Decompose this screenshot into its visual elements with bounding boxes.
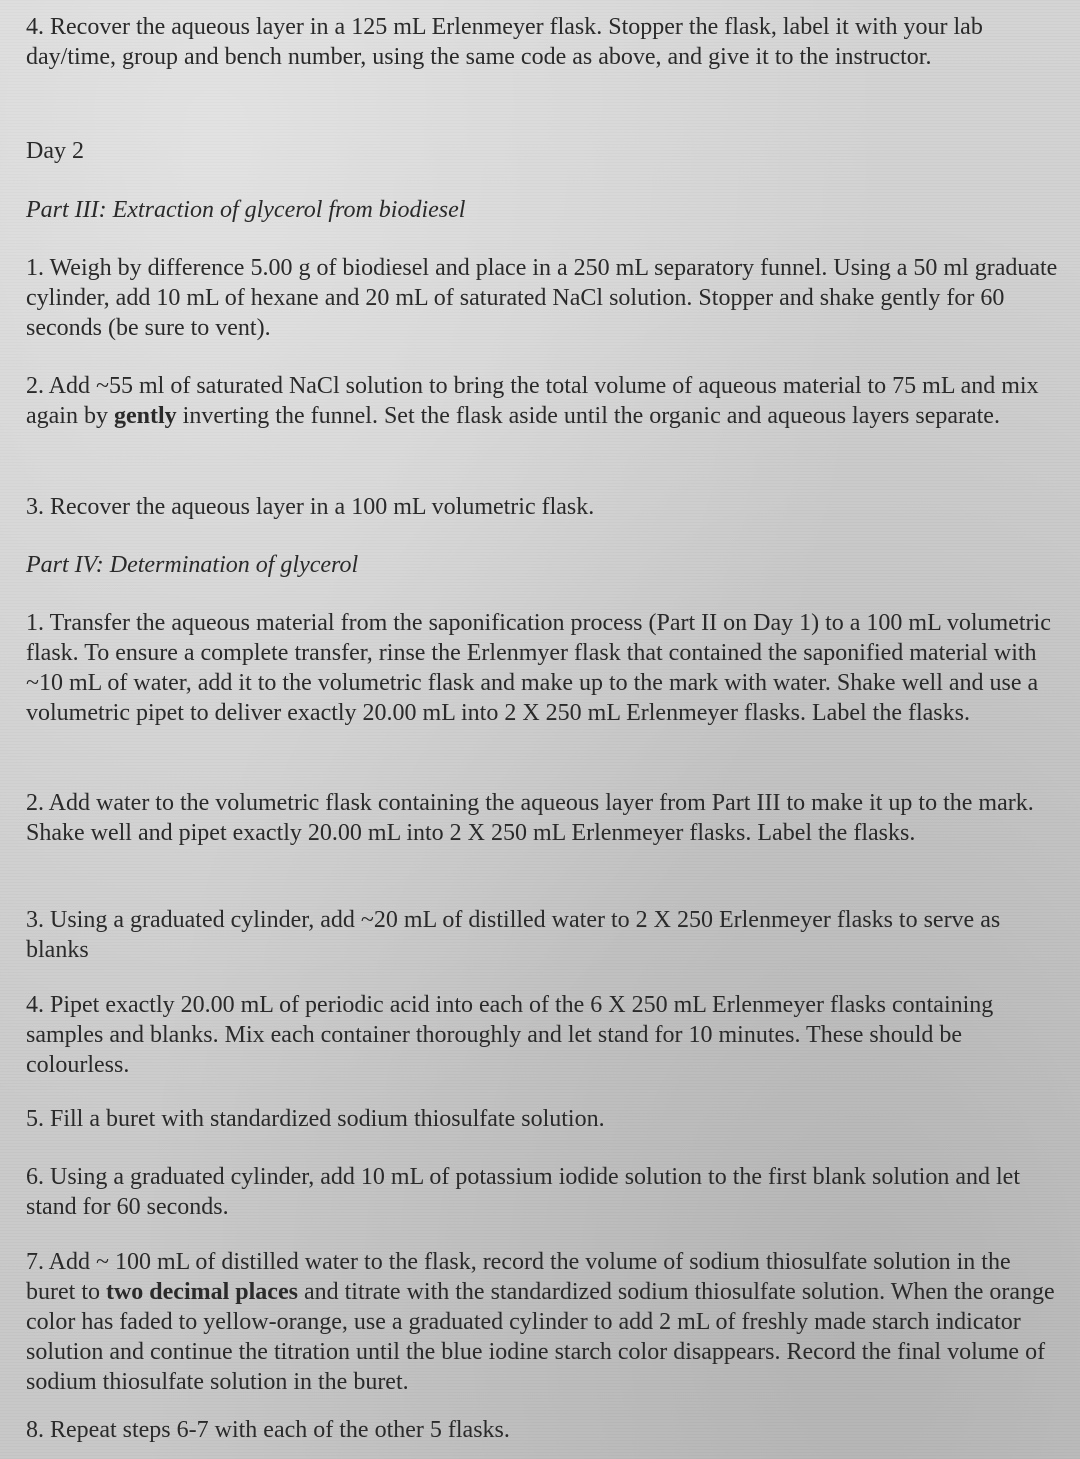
part-iii-step-3: [26, 492, 1062, 522]
part-iv-step-1: [26, 608, 1062, 728]
emphasis: two decimal places: [105, 1279, 298, 1305]
part-iii-step-1: [26, 253, 1062, 343]
step-text: 3. Recover the aqueous layer in a 100 mL volumetric flask.: [26, 494, 595, 520]
step-text: 6. Using a graduated cylinder, add 10 mL of potassium iodide solution to the first blank solution and let stand for 60 seconds.: [26, 1164, 1020, 1220]
step-text: 2. Add ~55 ml of saturated NaCl solution to bring the total volume of aqueous material to 75 mL and mix again by gently inverting the funnel. Set the flask aside until the organic and aqueous layers separate.: [26, 373, 1039, 429]
step-text: 8. Repeat steps 6-7 with each of the other 5 flasks.: [26, 1417, 510, 1443]
part-iv-heading: Part IV: Determination of glycerol: [26, 552, 359, 578]
part-iv-step-2: [26, 788, 1062, 848]
part-iv-step-3: [26, 905, 1062, 965]
step-text: 3. Using a graduated cylinder, add ~20 mL of distilled water to 2 X 250 Erlenmeyer flasks to serve as blanks: [26, 907, 1001, 963]
part-iii-heading: Part III: Extraction of glycerol from biodiesel: [26, 197, 466, 223]
part-iv-step-4: [26, 990, 1062, 1080]
step-text: 4. Recover the aqueous layer in a 125 mL Erlenmeyer flask. Stopper the flask, label it with your lab day/time, group and bench number, using the same code as above, and give it to the instructor.: [26, 14, 983, 70]
part-iii-step-2: [26, 371, 1062, 431]
step-text: 2. Add water to the volumetric flask containing the aqueous layer from Part III to make it up to the mark. Shake well and pipet exactly 20.00 mL into 2 X 250 mL Erlenmeyer flasks. Label the flasks.: [26, 790, 1034, 846]
step-text: 4. Pipet exactly 20.00 mL of periodic acid into each of the 6 X 250 mL Erlenmeyer flasks containing samples and blanks. Mix each container thoroughly and let stand for 10 minutes. These should be colourless.: [26, 992, 994, 1078]
part-iv-step-7: [26, 1247, 1062, 1397]
step-text: 1. Transfer the aqueous material from the saponification process (Part II on Day 1) to a 100 mL volumetric flask. To ensure a complete transfer, rinse the Erlenmyer flask that contained the saponified material with ~10 mL of water, add it to the volumetric flask and make up to the mark with water. Shake well and use a volumetric pipet to deliver exactly 20.00 mL into 2 X 250 mL Erlenmeyer flasks. Label the flasks.: [26, 610, 1051, 726]
day-heading: Day 2: [26, 138, 84, 164]
emphasis: gently: [113, 403, 177, 429]
part-iv-step-8: [26, 1415, 1062, 1445]
step-text: 1. Weigh by difference 5.00 g of biodiesel and place in a 250 mL separatory funnel. Using a 50 ml graduate cylinder, add 10 mL of hexane and 20 mL of saturated NaCl solution. Stopper and shake gently for 60 seconds (be sure to vent).: [26, 255, 1058, 341]
intro-step: [26, 12, 1062, 72]
step-text: 7. Add ~ 100 mL of distilled water to the flask, record the volume of sodium thiosulfate solution in the buret to two decimal places and titrate with the standardized sodium thiosulfate solution. When the orange color has faded to yellow-orange, use a graduated cylinder to add 2 mL of freshly made starch indicator solution and continue the titration until the blue iodine starch color disappears. Record the final volume of sodium thiosulfate solution in the buret.: [26, 1249, 1055, 1395]
step-text: 5. Fill a buret with standardized sodium thiosulfate solution.: [26, 1106, 605, 1132]
part-iv-step-6: [26, 1162, 1062, 1222]
part-iv-step-5: [26, 1104, 1062, 1134]
